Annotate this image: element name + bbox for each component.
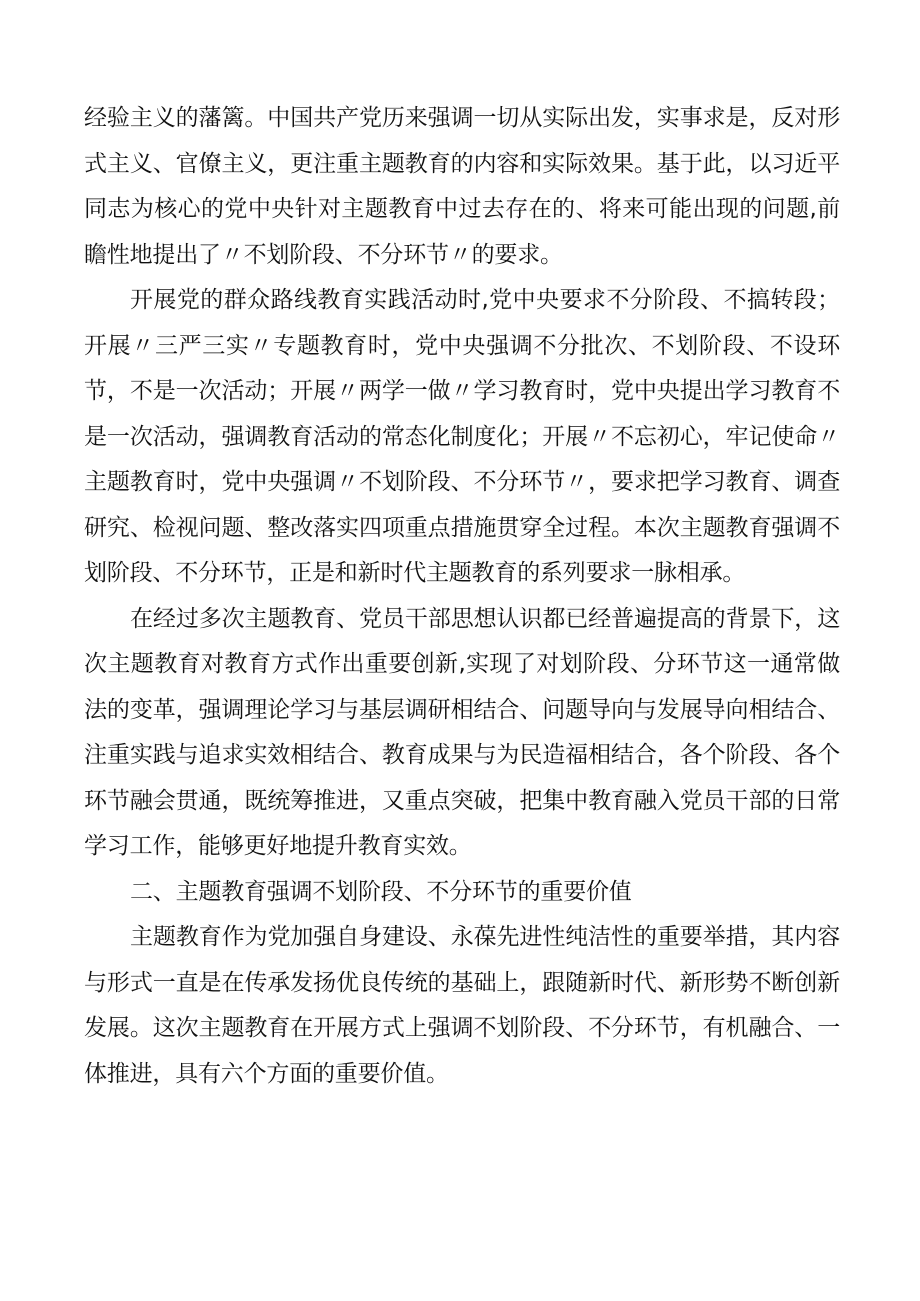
paragraph: 主题教育作为党加强自身建设、永葆先进性纯洁性的重要举措，其内容与形式一直是在传承发扬优良传统的基础上，跟随新时代、新形势不断创新发展。这次主题教育在开展方式上强调不划阶段、不分环节，有机融合、一体推进，具有六个方面的重要价值。: [84, 924, 840, 1087]
section-heading: 二、主题教育强调不划阶段、不分环节的重要价值: [130, 878, 632, 905]
paragraph: 经验主义的藩篱。中国共产党历来强调一切从实际出发，实事求是，反对形式主义、官僚主义，更注重主题教育的内容和实际效果。基于此，以习近平同志为核心的党中央针对主题教育中过去存在的、将来可能出现的问题,前瞻性地提出了〃不划阶段、不分环节〃的要求。: [84, 105, 840, 268]
document-body: [84, 96, 840, 1097]
paragraph: 在经过多次主题教育、党员干部思想认识都已经普遍提高的背景下，这次主题教育对教育方式作出重要创新,实现了对划阶段、分环节这一通常做法的变革，强调理论学习与基层调研相结合、问题导向与发展导向相结合、注重实践与追求实效相结合、教育成果与为民造福相结合，各个阶段、各个环节融会贯通，既统筹推进，又重点突破，把集中教育融入党员干部的日常学习工作，能够更好地提升教育实效。: [84, 605, 840, 859]
paragraph: 开展党的群众路线教育实践活动时,党中央要求不分阶段、不搞转段；开展〃三严三实〃专题教育时，党中央强调不分批次、不划阶段、不设环节，不是一次活动；开展〃两学一做〃学习教育时，党中央提出学习教育不是一次活动，强调教育活动的常态化制度化；开展〃不忘初心，牢记使命〃主题教育时，党中央强调〃不划阶段、不分环节〃，要求把学习教育、调查研究、检视问题、整改落实四项重点措施贯穿全过程。本次主题教育强调不划阶段、不分环节，正是和新时代主题教育的系列要求一脉相承。: [84, 287, 840, 586]
